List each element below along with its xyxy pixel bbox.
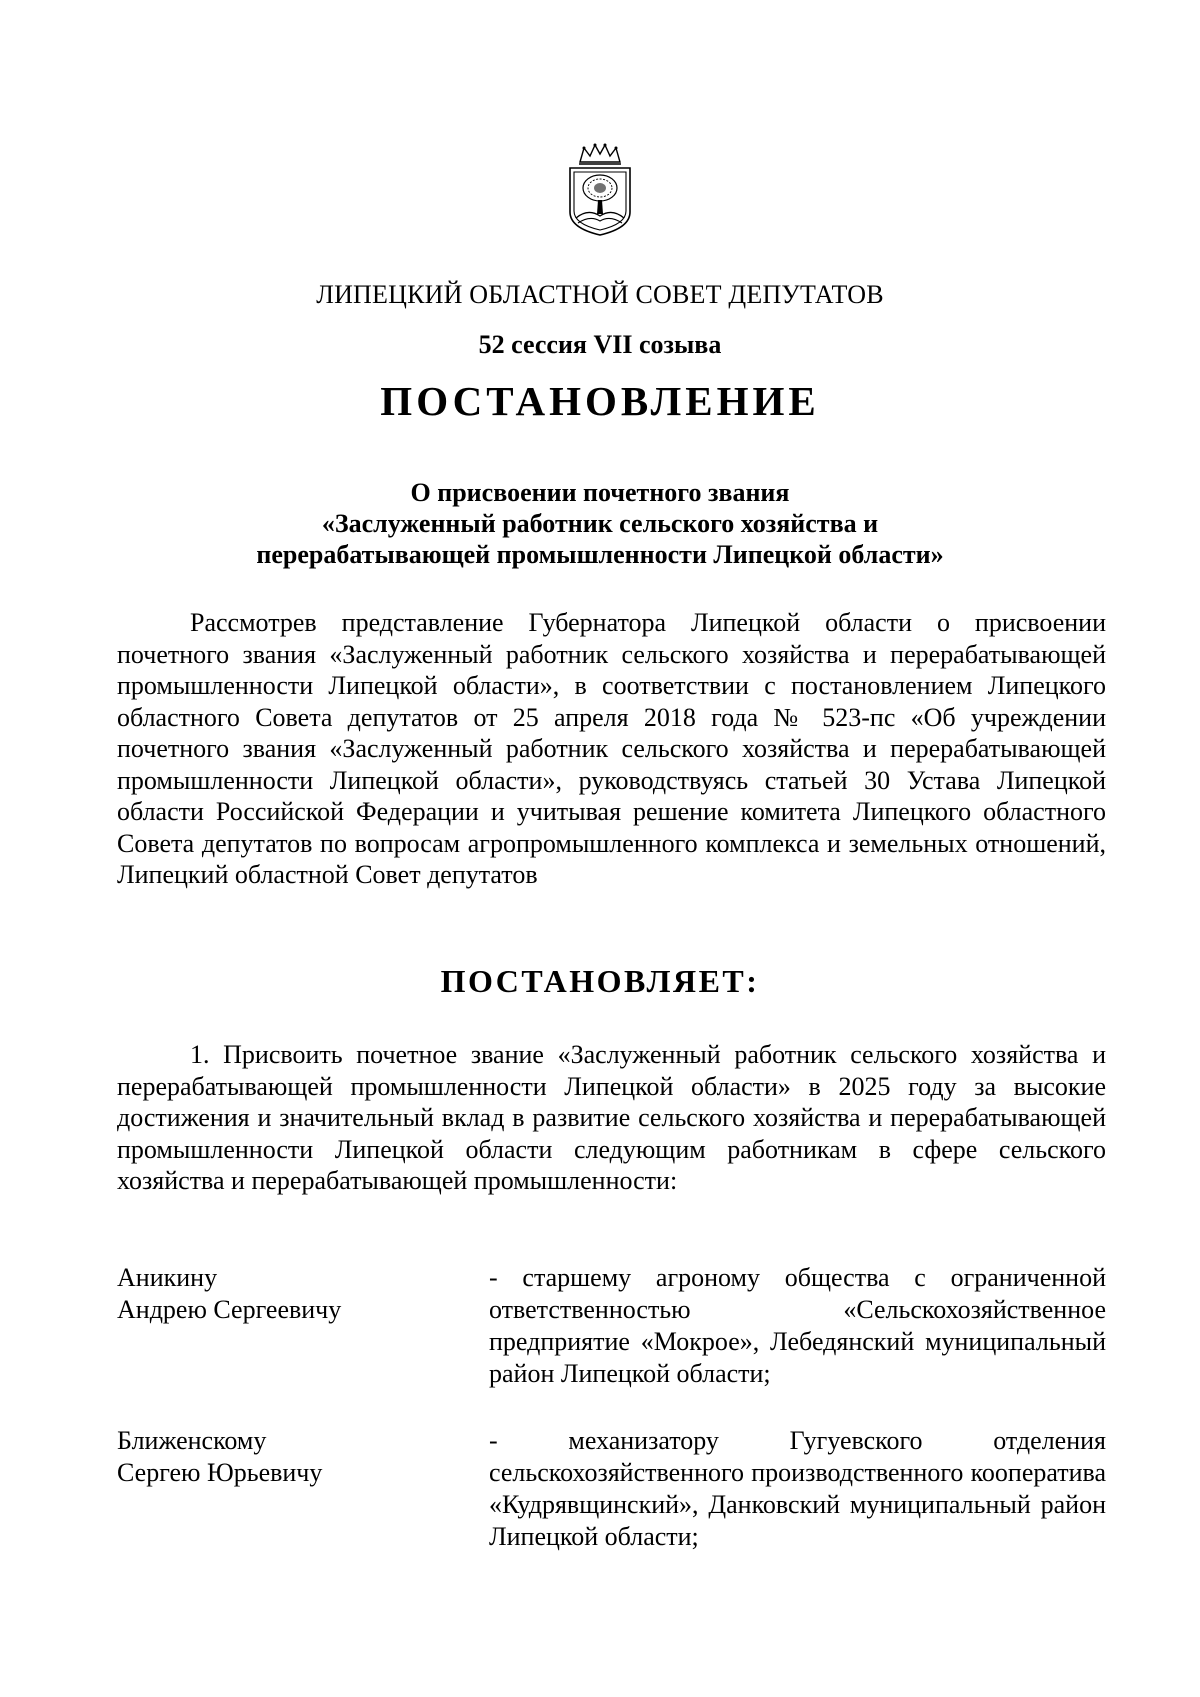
clause-1-paragraph: 1. Присвоить почетное звание «Заслуженный работник сельского хозяйства и перерабатывающей промышленности Липецкой области» в 2025 году за высокие достижения и значительный вклад в развитие сельского хозяйства и перерабатывающей промышленности Липецкой области следующим работникам в сфере сельского хозяйства и перерабатывающей промышленности: xyxy=(117,1040,1106,1195)
organization-name: ЛИПЕЦКИЙ ОБЛАСТНОЙ СОВЕТ ДЕПУТАТОВ xyxy=(316,280,884,309)
subject-line: «Заслуженный работник сельского хозяйства и xyxy=(321,509,879,538)
awardee-description: - механизатору Гугуевского отделения сельскохозяйственного производственного кооператива «Кудрявщинский», Данковский муниципальный район Липецкой области; xyxy=(489,1426,1106,1551)
awardee-surname: Аникину xyxy=(117,1263,218,1292)
lipetsk-coat-of-arms-icon xyxy=(566,142,634,238)
document-subject xyxy=(150,477,1050,570)
awardee-surname: Ближенскому xyxy=(117,1426,267,1455)
document-type-title: ПОСТАНОВЛЕНИЕ xyxy=(380,378,820,424)
awardee-name xyxy=(117,1425,457,1489)
decree-heading: ПОСТАНОВЛЯЕТ: xyxy=(440,963,760,999)
subject-line: перерабатывающей промышленности Липецкой области» xyxy=(256,540,944,569)
awardee-name xyxy=(117,1262,457,1326)
preamble-paragraph: Рассмотрев представление Губернатора Липецкой области о присвоении почетного звания «Заслуженный работник сельского хозяйства и перерабатывающей промышленности Липецкой области», в соответствии с постановлением Липецкого областного Совета депутатов от 25 апреля 2018 года № 523-пс «Об учреждении почетного звания «Заслуженный работник сельского хозяйства и перерабатывающей промышленности Липецкой области», руководствуясь статьей 30 Устава Липецкой области Российской Федерации и учитывая решение комитета Липецкого областного Совета депутатов по вопросам агропромышленного комплекса и земельных отношений, Липецкий областной Совет депутатов xyxy=(117,608,1106,889)
awardee-given-names: Андрею Сергеевичу xyxy=(117,1295,342,1324)
awardee-given-names: Сергею Юрьевичу xyxy=(117,1458,323,1487)
subject-line: О присвоении почетного звания xyxy=(410,478,790,507)
session-number: 52 сессия VII созыва xyxy=(478,330,722,359)
awardee-description: - старшему агроному общества с ограниченной ответственностью «Сельскохозяйственное предприятие «Мокрое», Лебедянский муниципальный район Липецкой области; xyxy=(489,1263,1106,1388)
